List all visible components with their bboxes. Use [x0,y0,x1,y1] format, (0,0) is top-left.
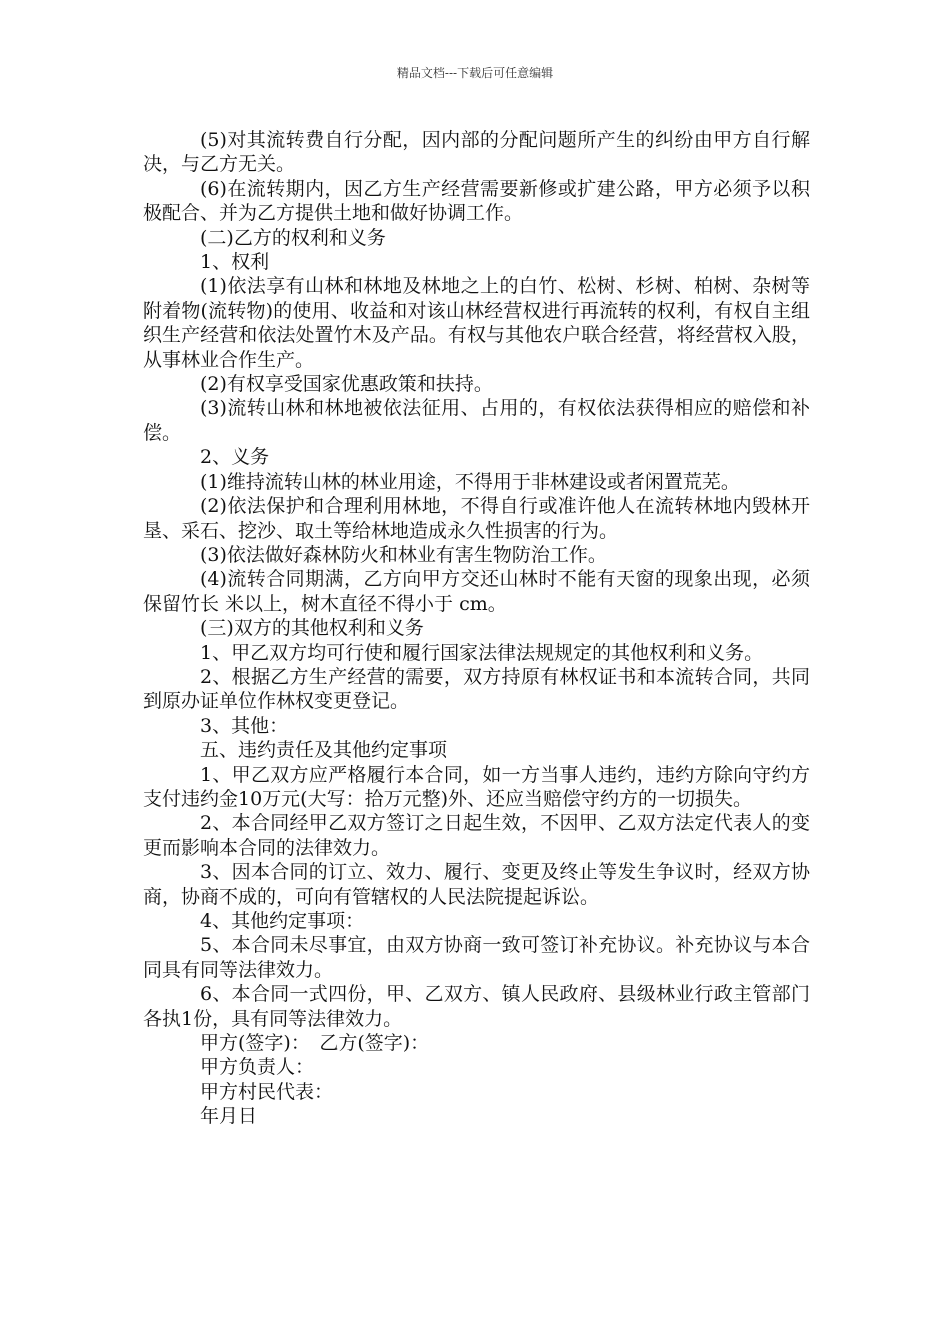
rights-item-3: (3)流转山林和林地被依法征用、占用的，有权依法获得相应的赔偿和补偿。 [143,397,810,444]
rights-item-2: (2)有权享受国家优惠政策和扶持。 [200,373,493,396]
subheading-rights: 1、权利 [200,251,270,274]
obligations-item-2: (2)依法保护和合理利用林地，不得自行或准许他人在流转林地内毁林开垦、采石、挖沙、取土等给林地造成永久性损害的行为。 [143,495,810,542]
section-heading-liability: 五、违约责任及其他约定事项 [200,739,448,762]
villager-representative-line: 甲方村民代表： [200,1080,334,1103]
signature-line: 甲方(签字)： 乙方(签字)： [200,1032,430,1055]
paragraph-6-road-cooperation: (6)在流转期内，因乙方生产经营需要新修或扩建公路，甲方必须予以积极配合、并为乙方提供土地和做好协调工作。 [143,177,810,225]
rights-item-1: (1)依法享有山林和林地及林地之上的白竹、松树、杉树、柏树、杂树等附着物(流转物)的使用、收益和对该山林经营权进行再流转的权利，有权自主组织生产经营和依法处置竹木及产品。有权与其他农户联合经营，将经营权入股，从事林业合作生产。 [143,275,810,371]
obligations-item-1: (1)维持流转山林的林业用途，不得用于非林建设或者闲置荒芜。 [200,470,740,493]
mutual-item-2: 2、根据乙方生产经营的需要，双方持原有林权证书和本流转合同，共同到原办证单位作林权变更登记。 [143,665,810,713]
liability-item-6: 6、本合同一式四份，甲、乙双方、镇人民政府、县级林业行政主管部门各执1份，具有同等法律效力。 [143,983,810,1030]
section-heading-party-b-rights: (二)乙方的权利和义务 [200,226,386,249]
paragraph-5-fee-distribution: (5)对其流转费自行分配，因内部的分配问题所产生的纠纷由甲方自行解决，与乙方无关。 [143,129,810,176]
liability-item-5: 5、本合同未尽事宜，由双方协商一致可签订补充协议。补充协议与本合同具有同等法律效力。 [143,934,810,981]
obligations-item-4: (4)流转合同期满，乙方向甲方交还山林时不能有天窗的现象出现，必须保留竹长 米以上，树木直径不得小于 cm。 [143,568,810,615]
subheading-obligations: 2、义务 [200,446,270,469]
obligations-item-3: (3)依法做好森林防火和林业有害生物防治工作。 [200,543,607,566]
party-a-representative-line: 甲方负责人： [200,1056,315,1079]
section-heading-mutual-rights: (三)双方的其他权利和义务 [200,617,424,640]
document-body [143,128,810,1129]
liability-item-3: 3、因本合同的订立、效力、履行、变更及终止等发生争议时，经双方协商，协商不成的，可向有管辖权的人民法院提起诉讼。 [143,861,810,908]
liability-item-2: 2、本合同经甲乙双方签订之日起生效，不因甲、乙双方法定代表人的变更而影响本合同的法律效力。 [143,812,810,859]
liability-item-1: 1、甲乙双方应严格履行本合同，如一方当事人违约，违约方除向守约方支付违约金10万元(大写：拾万元整)外、还应当赔偿守约方的一切损失。 [143,763,810,810]
liability-item-4: 4、其他约定事项： [200,910,365,932]
page-header: 精品文档---下载后可任意编辑 [396,66,554,80]
date-line: 年月日 [200,1105,258,1128]
mutual-item-3: 3、其他： [200,714,289,737]
mutual-item-1: 1、甲乙双方均可行使和履行国家法律法规规定的其他权利和义务。 [200,641,764,664]
